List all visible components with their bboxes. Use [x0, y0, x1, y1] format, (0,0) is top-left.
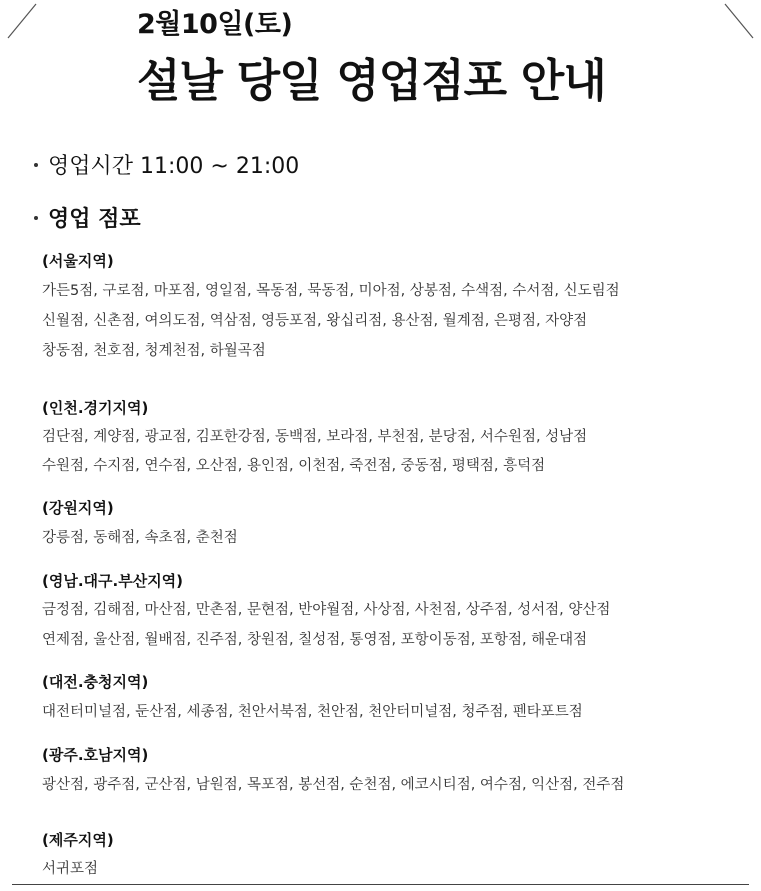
store-line-yeongnam-1: 금정점, 김해점, 마산점, 만촌점, 문현점, 반야월점, 사상점, 사천점, 상주점, 성서점, 양산점 [42, 602, 611, 618]
region-title-yeongnam: (영남.대구.부산지역) [42, 572, 184, 590]
store-line-seoul-2: 신월점, 신촌점, 여의도점, 역삼점, 영등포점, 왕십리점, 용산점, 월계점, 은평점, 자양점 [42, 313, 588, 329]
page-title: 설날 당일 영업점포 안내 [137, 54, 606, 107]
region-title-gangwon: (강원지역) [42, 499, 114, 517]
stores-row [34, 202, 141, 233]
region-title-honam: (광주.호남지역) [42, 746, 149, 764]
store-line-seoul-3: 창동점, 천호점, 청계천점, 하월곡점 [42, 343, 266, 359]
region-title-seoul: (서울지역) [42, 252, 114, 270]
region-title-incheon-gyeonggi: (인천.경기지역) [42, 399, 149, 417]
corner-stroke-right [721, 0, 755, 40]
hours-row [34, 149, 299, 180]
store-line-gangwon-1: 강릉점, 동해점, 속초점, 춘천점 [42, 530, 238, 546]
store-line-chungcheong-1: 대전터미널점, 둔산점, 세종점, 천안서북점, 천안점, 천안터미널점, 청주점, 펜타포트점 [42, 704, 583, 720]
region-title-chungcheong: (대전.충청지역) [42, 673, 149, 691]
stores-label: 영업 점포 [48, 207, 141, 232]
bullet-dot-icon [34, 216, 38, 220]
bottom-divider [12, 884, 749, 885]
store-line-incheon-gyeonggi-2: 수원점, 수지점, 연수점, 오산점, 용인점, 이천점, 죽전점, 중동점, 평택점, 흥덕점 [42, 458, 546, 474]
store-line-honam-1: 광산점, 광주점, 군산점, 남원점, 목포점, 봉선점, 순천점, 에코시티점, 여수점, 익산점, 전주점 [42, 777, 625, 793]
corner-stroke-left [6, 0, 40, 40]
store-line-seoul-1: 가든5점, 구로점, 마포점, 영일점, 목동점, 묵동점, 미아점, 상봉점, 수색점, 수서점, 신도림점 [42, 283, 620, 299]
hours-label: 영업시간 11:00 ~ 21:00 [48, 154, 300, 179]
store-line-incheon-gyeonggi-1: 검단점, 계양점, 광교점, 김포한강점, 동백점, 보라점, 부천점, 분당점, 서수원점, 성남점 [42, 429, 588, 445]
region-title-jeju: (제주지역) [42, 831, 114, 849]
store-line-jeju-1: 서귀포점 [42, 861, 99, 877]
header-date: 2월10일(토) [137, 9, 293, 40]
store-line-yeongnam-2: 연제점, 울산점, 월배점, 진주점, 창원점, 칠성점, 통영점, 포항이동점, 포항점, 해운대점 [42, 632, 588, 648]
bullet-dot-icon [34, 163, 38, 167]
